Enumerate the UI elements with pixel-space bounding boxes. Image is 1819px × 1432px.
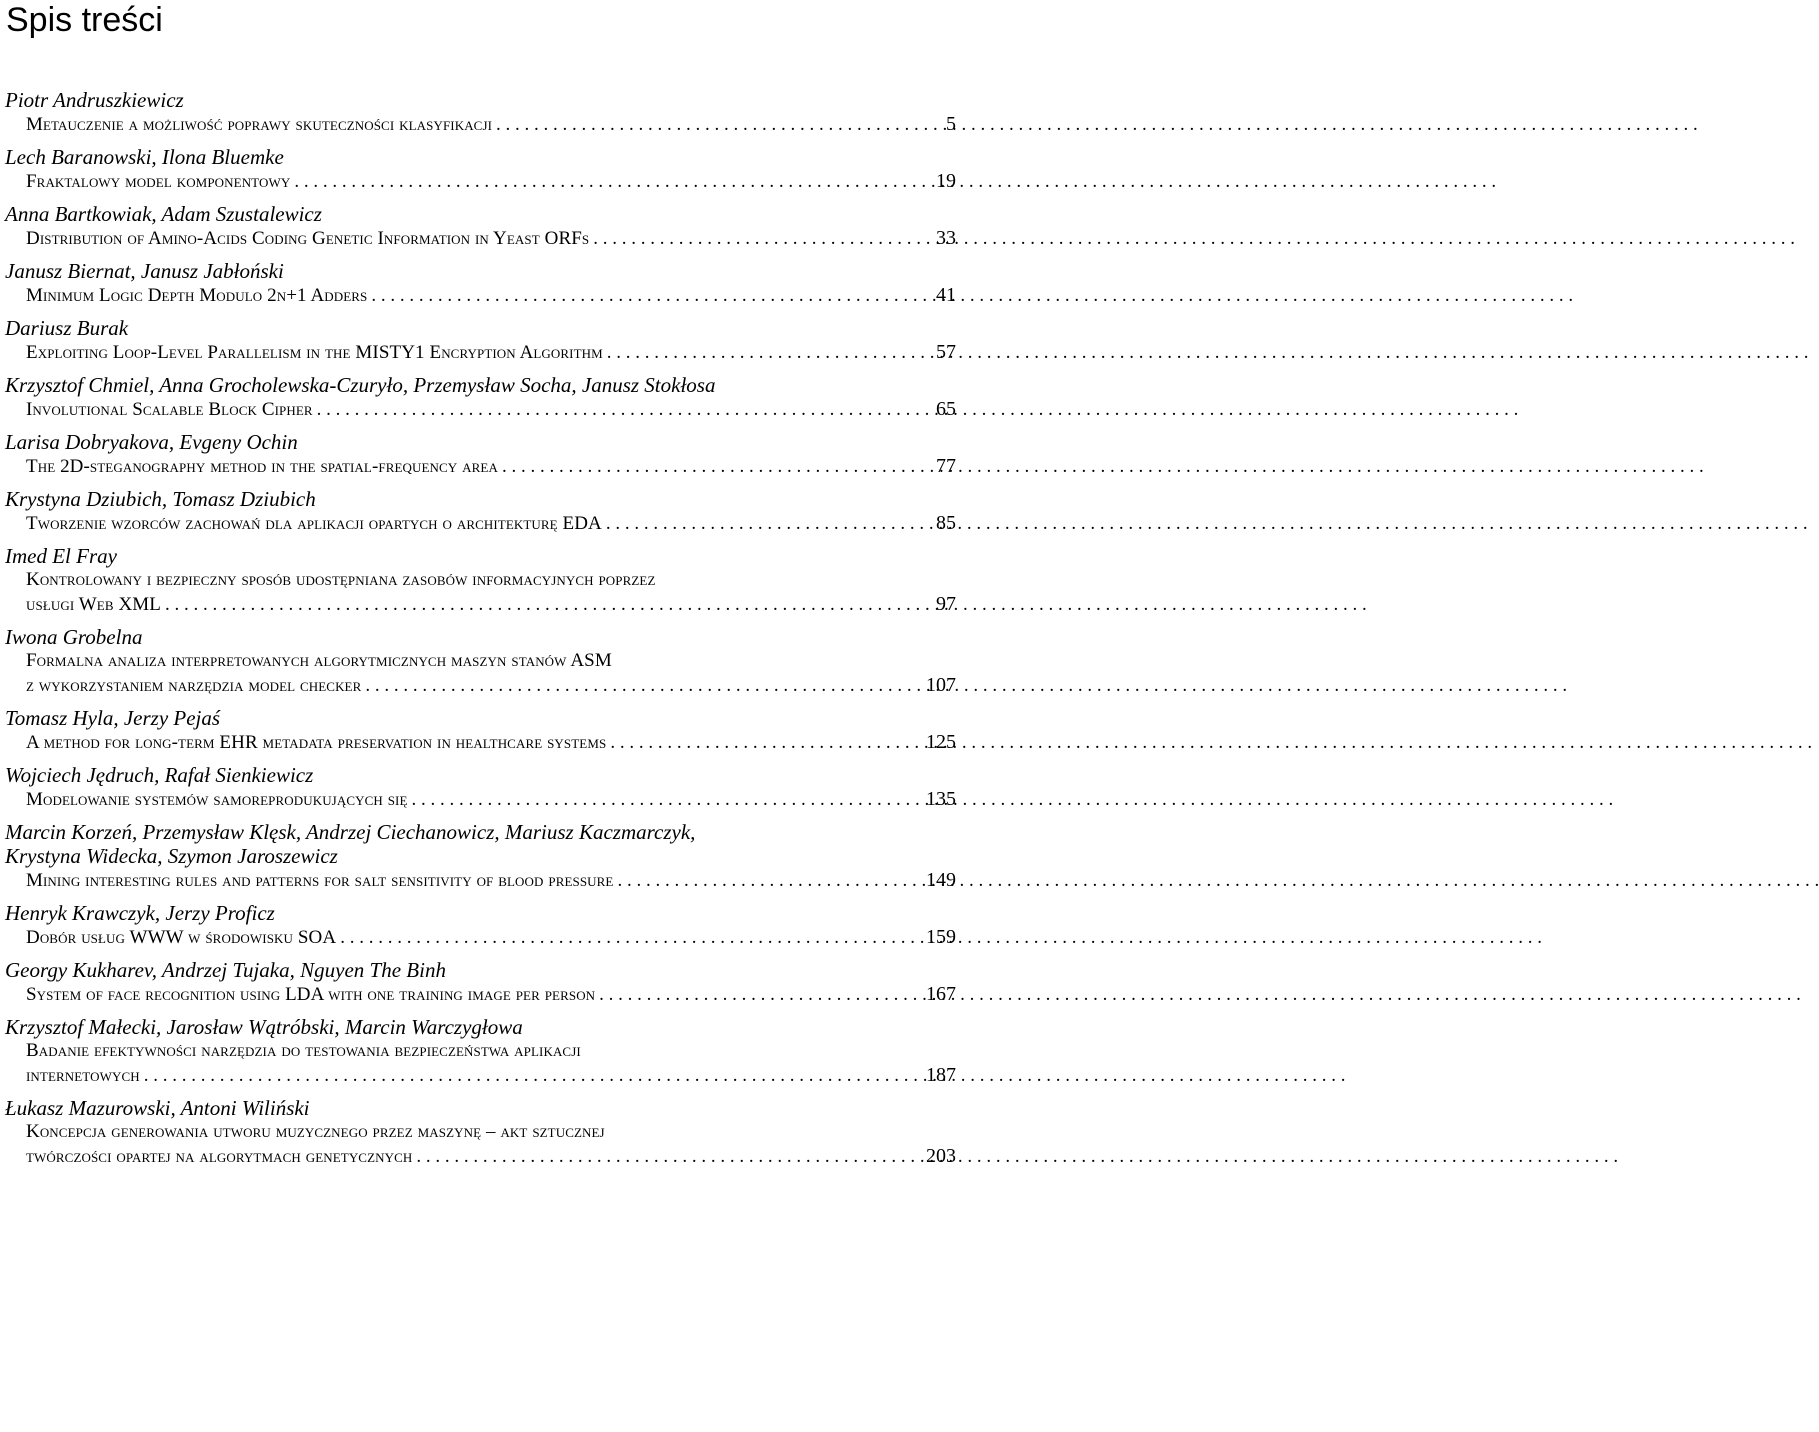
toc-entry-authors: Łukasz Mazurowski, Antoni Wiliński bbox=[5, 1096, 310, 1120]
toc-entry-authors: Iwona Grobelna bbox=[5, 625, 143, 649]
toc-entry[interactable] bbox=[0, 1096, 960, 1169]
toc-entry-title: Involutional Scalable Block Cipher bbox=[26, 399, 313, 420]
toc-entry-authors: Marcin Korzeń, Przemysław Klęsk, Andrzej Ciechanowicz, Mariusz Kaczmarczyk, bbox=[5, 820, 696, 844]
toc-entry-authors: Georgy Kukharev, Andrzej Tujaka, Nguyen The Binh bbox=[5, 958, 446, 982]
toc-entry-title: A method for long-term EHR metadata preservation in healthcare systems bbox=[26, 732, 607, 753]
toc-entry[interactable] bbox=[0, 706, 960, 755]
toc-entry-title: usługi Web XML bbox=[26, 594, 161, 615]
toc-entry-page-number: 41 bbox=[936, 284, 956, 306]
toc-entry-authors: Henryk Krawczyk, Jerzy Proficz bbox=[5, 901, 275, 925]
dot-leader bbox=[502, 455, 932, 479]
dot-leader bbox=[294, 170, 932, 194]
toc-entry-authors: Lech Baranowski, Ilona Bluemke bbox=[5, 145, 284, 169]
toc-entry-authors: Anna Bartkowiak, Adam Szustalewicz bbox=[5, 202, 322, 226]
toc-entry[interactable] bbox=[0, 1015, 960, 1088]
toc-entry[interactable] bbox=[0, 487, 960, 536]
toc-entry-authors: Imed El Fray bbox=[5, 544, 117, 568]
toc-entry-authors: Tomasz Hyla, Jerzy Pejaś bbox=[5, 706, 221, 730]
toc-entry-title: Distribution of Amino-Acids Coding Genetic Information in Yeast ORFs bbox=[26, 228, 590, 249]
dot-leader bbox=[412, 788, 923, 812]
toc-entry[interactable] bbox=[0, 145, 960, 194]
toc-entry-page-number: 97 bbox=[936, 593, 956, 615]
toc-entry[interactable] bbox=[0, 901, 960, 950]
toc-entry-page-number: 5 bbox=[946, 113, 956, 135]
toc-entry-title: Metauczenie a możliwość poprawy skuteczności klasyfikacji bbox=[26, 114, 493, 135]
page-title: Spis treści bbox=[6, 1, 163, 39]
dot-leader bbox=[416, 1145, 922, 1169]
toc-entry-title: Dobór usług WWW w środowisku SOA bbox=[26, 927, 337, 948]
toc-entry[interactable] bbox=[0, 259, 960, 308]
dot-leader bbox=[617, 869, 922, 893]
dot-leader bbox=[340, 926, 922, 950]
dot-leader bbox=[144, 1064, 922, 1088]
toc-entry-authors: Krzysztof Chmiel, Anna Grocholewska-Czuryło, Przemysław Socha, Janusz Stokłosa bbox=[5, 373, 716, 397]
dot-leader bbox=[371, 284, 932, 308]
toc-entry-page-number: 125 bbox=[926, 731, 956, 753]
toc-entry[interactable] bbox=[0, 373, 960, 422]
toc-entry-title: The 2D-steganography method in the spatial-frequency area bbox=[26, 456, 498, 477]
table-of-contents bbox=[0, 88, 960, 1177]
dot-leader bbox=[599, 983, 922, 1007]
toc-entry[interactable] bbox=[0, 202, 960, 251]
toc-entry-title: Kontrolowany i bezpieczny sposób udostępniana zasobów informacyjnych poprzez bbox=[26, 569, 656, 590]
dot-leader bbox=[606, 512, 932, 536]
toc-entry-authors: Larisa Dobryakova, Evgeny Ochin bbox=[5, 430, 298, 454]
toc-entry-title: internetowych bbox=[26, 1065, 140, 1086]
toc-entry-title: Minimum Logic Depth Modulo 2n+1 Adders bbox=[26, 285, 368, 306]
dot-leader bbox=[610, 731, 922, 755]
toc-entry-title: Formalna analiza interpretowanych algorytmicznych maszyn stanów ASM bbox=[26, 650, 612, 671]
toc-entry-title: Exploiting Loop-Level Parallelism in the MISTY1 Encryption Algorithm bbox=[26, 342, 603, 363]
toc-entry-title: Modelowanie systemów samoreprodukujących się bbox=[26, 789, 408, 810]
toc-entry-title: Badanie efektywności narzędzia do testowania bezpieczeństwa aplikacji bbox=[26, 1040, 581, 1061]
toc-entry[interactable] bbox=[0, 88, 960, 137]
toc-entry-page-number: 77 bbox=[936, 455, 956, 477]
toc-entry-page-number: 107 bbox=[926, 674, 956, 696]
dot-leader bbox=[496, 113, 942, 137]
toc-entry-title: twórczości opartej na algorytmach genetycznych bbox=[26, 1146, 413, 1167]
toc-entry-authors: Janusz Biernat, Janusz Jabłoński bbox=[5, 259, 284, 283]
toc-entry-title: Mining interesting rules and patterns for salt sensitivity of blood pressure bbox=[26, 870, 614, 891]
toc-entry-page-number: 57 bbox=[936, 341, 956, 363]
toc-entry-page-number: 33 bbox=[936, 227, 956, 249]
toc-entry-page-number: 159 bbox=[926, 926, 956, 948]
toc-entry-title: Tworzenie wzorców zachowań dla aplikacji opartych o architekturę EDA bbox=[26, 513, 602, 534]
dot-leader bbox=[365, 674, 922, 698]
toc-entry-title: System of face recognition using LDA with one training image per person bbox=[26, 984, 596, 1005]
toc-entry[interactable] bbox=[0, 544, 960, 617]
toc-entry[interactable] bbox=[0, 763, 960, 812]
toc-entry-authors: Dariusz Burak bbox=[5, 316, 129, 340]
toc-entry[interactable] bbox=[0, 430, 960, 479]
toc-entry-authors: Krystyna Dziubich, Tomasz Dziubich bbox=[5, 487, 316, 511]
toc-entry[interactable] bbox=[0, 625, 960, 698]
toc-entry-page-number: 167 bbox=[926, 983, 956, 1005]
toc-entry[interactable] bbox=[0, 958, 960, 1007]
toc-entry-page-number: 135 bbox=[926, 788, 956, 810]
toc-entry-page-number: 149 bbox=[926, 869, 956, 891]
toc-entry-page-number: 19 bbox=[936, 170, 956, 192]
dot-leader bbox=[317, 398, 932, 422]
toc-entry[interactable] bbox=[0, 820, 960, 893]
toc-entry-page-number: 203 bbox=[926, 1145, 956, 1167]
toc-entry-title: Fraktalowy model komponentowy bbox=[26, 171, 291, 192]
toc-entry-authors: Wojciech Jędruch, Rafał Sienkiewicz bbox=[5, 763, 314, 787]
toc-entry-page-number: 65 bbox=[936, 398, 956, 420]
toc-entry-title: Koncepcja generowania utworu muzycznego przez maszynę – akt sztucznej bbox=[26, 1121, 605, 1142]
toc-entry-authors: Krzysztof Małecki, Jarosław Wątróbski, Marcin Warczygłowa bbox=[5, 1015, 523, 1039]
dot-leader bbox=[593, 227, 932, 251]
toc-entry-page-number: 85 bbox=[936, 512, 956, 534]
toc-entry[interactable] bbox=[0, 316, 960, 365]
toc-entry-authors: Piotr Andruszkiewicz bbox=[5, 88, 184, 112]
toc-entry-page-number: 187 bbox=[926, 1064, 956, 1086]
toc-entry-title: z wykorzystaniem narzędzia model checker bbox=[26, 675, 362, 696]
dot-leader bbox=[607, 341, 932, 365]
toc-entry-authors: Krystyna Widecka, Szymon Jaroszewicz bbox=[5, 844, 338, 868]
dot-leader bbox=[165, 593, 932, 617]
